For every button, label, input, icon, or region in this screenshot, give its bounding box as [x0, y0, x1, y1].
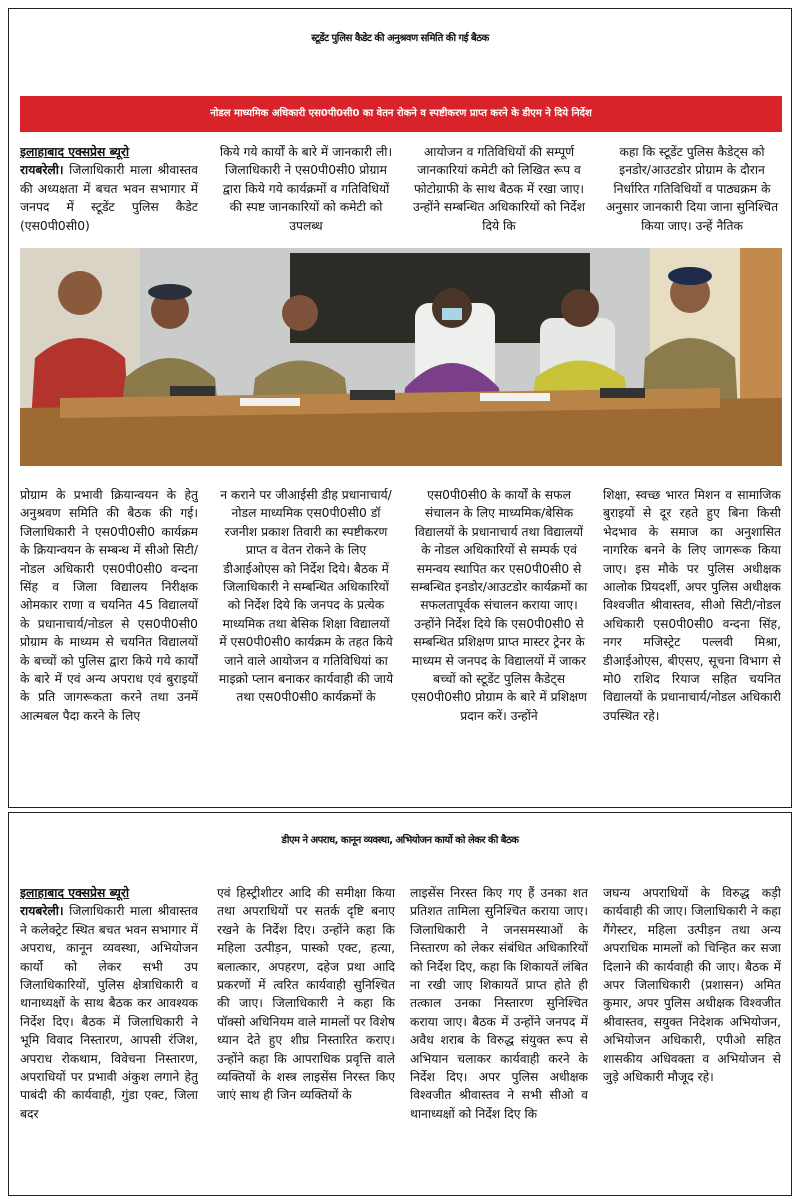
story1-column-text: किये गये कार्यों के बारे में जानकारी ली। जिलाधिकारी ने एस0पी0सी0 प्रोग्राम द्वारा किये गये कार्यक्रमों व गतिविधियों की स्पष्ट जानकारियों को कमेटी को उपलब्ध: [219, 145, 393, 233]
story1-column-text: एस0पी0सी0 के कार्यों के सफल संचालन के लिए माध्यमिक/बेसिक विद्यालयों के प्रधानाचार्य तथा विद्यालयों के नोडल अधिकारियों से सम्पर्क एवं समन्वय स्थापित कर एस0पी0सी0 से सम्बन्धित इनडोर/आउटडोर कार्यक्रमों का सफलतापूर्वक संचालन कराया जाए। उन्होंने निर्देश दिये कि एस0पी0सी0 से सम्बन्धित प्रशिक्षण प्राप्त मास्टर ट्रेनर के माध्यम से जनपद के विद्यालयों में जाकर बच्चों को स्टूडेंट पुलिस कैडेट्स एस0पी0सी0 प्रोग्राम के बारे में प्रशिक्षण प्रदान करें। उन्होंने: [410, 488, 588, 723]
story1-column-4-bottom: [603, 486, 781, 786]
story1-column-1-top: [20, 143, 198, 243]
story1-column-3-bottom: [410, 486, 588, 786]
story1-column-4-top: [603, 143, 781, 243]
story2-dateline: रायबरेली।: [20, 904, 64, 919]
story1-column-2-bottom: [217, 486, 395, 786]
story1-column-text: कहा कि स्टूडेंट पुलिस कैडेट्स को इनडोर/आउटडोर प्रोग्राम के दौरान निर्धारित गतिविधियों व पाठ्यक्रम के अनुसार जानकारी दिया जाना सुनिश्चित किया जाए। उन्हें नैतिक: [605, 145, 779, 233]
story1-column-text: प्रोग्राम के प्रभावी क्रियान्वयन के हेतु अनुश्रवण समिति की बैठक की गई। जिलाधिकारी ने एस0पी0सी0 कार्यक्रम के क्रियान्वयन के सम्बन्ध में सीओ सिटी/नोडल अधिकारी एस0पी0सी0 वन्दना सिंह व जिला विद्यालय निरीक्षक ओमकार राणा व चयनित 45 विद्यालयों के प्रधानाचार्य/नोडल से एस0पी0सी0 प्रोग्राम के माध्यम से चयनित विद्यालयों के बच्चों को पुलिस द्वारा किये गये कार्यों के बारे में एवं अन्य अपराध एवं बुराइयों के प्रति जागरूकता करने तथा उनमें आत्मबल पैदा करने के लिए: [20, 488, 198, 723]
story2-column-2: [217, 884, 395, 1189]
story2-column-4: [603, 884, 781, 1189]
story1-byline: इलाहाबाद एक्सप्रेस ब्यूरो: [20, 145, 130, 159]
story2-column-1: [20, 884, 198, 1189]
story2-headline: डीएम ने अपराध, कानून व्यवस्था, अभियोजन कार्यो को लेकर की बैठक: [281, 835, 519, 846]
story1-column-2-top: [217, 143, 395, 243]
story2-column-3: [410, 884, 588, 1189]
story1-column-text: न कराने पर जीआईसी डीह प्रधानाचार्य/नोडल माध्यमिक एस0पी0सी0 डॉ रजनीश प्रकाश तिवारी का स्पष्टीकरण प्राप्त व वेतन रोकने के लिए डीआईओएस को निर्देश दिये। बैठक में जिलाधिकारी ने सम्बन्धित अधिकारियों को निर्देश दिये कि जनपद के प्रत्येक माध्यमिक तथा बेसिक शिक्षा विद्यालयों में एस0पी0सी0 कार्यक्रम के तहत किये जाने वाले आयोजन व गतिविधियां का माइक्रो प्लान बनाकर कार्यवाही की जाये तथा एस0पी0सी0 कार्यक्रमों के: [218, 488, 394, 705]
story2-column-text: लाइसेंस निरस्त किए गए हैं उनका शत प्रतिशत तामिला सुनिश्चित कराया जाए। जिलाधिकारी ने जनसमस्याओं के निस्तारण को लेकर संबंधित अधिकारियों को निर्देश दिए, कहा कि शिकायतें लंबित ना रखी जाए शिकायतें प्राप्त होते ही तत्काल उनका निस्तारण सुनिश्चित कराया जाए। बैठक में उन्होंने जनपद में अवैध शराब के विरुद्ध संयुक्त रूप से अभियान चलाकर कार्यवाही करने के निर्देश दिए। अपर पुलिस अधीक्षक विश्वजीत श्रीवास्तव ने सभी सीओ व थानाध्यक्षों को निर्देश दिए कि: [410, 886, 588, 1121]
story1-column-3-top: [410, 143, 588, 243]
story1-dateline: रायबरेली।: [20, 163, 64, 178]
story1-subheadline: नोडल माध्यमिक अधिकारी एस0पी0सी0 का वेतन रोकने व स्पष्टीकरण प्राप्त करने के डीएम ने दिये निर्देश: [20, 96, 782, 132]
story2-column-text: जिलाधिकारी माला श्रीवास्तव ने कलेक्ट्रेट स्थित बचत भवन सभागार में अपराध, कानून व्यवस्था, अभियोजन कार्यो को लेकर सभी उप जिलाधिकारियों, पुलिस क्षेत्राधिकारी व थानाध्यक्षों के साथ बैठक कर आवश्यक निर्देश दिए। बैठक में जिलाधिकारी ने भूमि विवाद निस्तारण, आपसी रंजिश, अपराध रोकथाम, विवेचना निस्तारण, अपराधियों पर प्रभावी अंकुश लगाने हेतु पाबंदी की कार्यवाही, गुंडा एक्ट, जिला बदर: [20, 904, 198, 1121]
story2-byline: इलाहाबाद एक्सप्रेस ब्यूरो: [20, 886, 130, 900]
story1-column-text: आयोजन व गतिविधियों की सम्पूर्ण जानकारियां कमेटी को लिखित रूप व फोटोग्राफी के साथ बैठक में रखा जाए। उन्होंने सम्बन्धित अधिकारियों को निर्देश दिये कि: [413, 145, 585, 233]
story1-column-text: जिलाधिकारी माला श्रीवास्तव की अध्यक्षता में बचत भवन सभागार में जनपद में स्टूडेंट पुलिस कैडेट (एस0पी0सी0): [20, 163, 198, 233]
story1-column-text: शिक्षा, स्वच्छ भारत मिशन व सामाजिक बुराइयों से दूर रहते हुए बिना किसी भेदभाव के समाज का अनुशासित नागरिक बनने के लिए जागरूक किया जाए। इस मौके पर पुलिस अधीक्षक आलोक प्रियदर्शी, अपर पुलिस अधीक्षक विश्वजीत श्रीवास्तव, सीओ सिटी/नोडल अधिकारी एस0पी0सी0 वन्दना सिंह, नगर मजिस्ट्रेट पल्लवी मिश्रा, डीआईओएस, बीएसए, सूचना विभाग से मो0 राशिद रियाज सहित चयनित विद्यालयों के प्रधानाचार्य/नोडल अधिकारी उपस्थित रहे।: [603, 488, 781, 723]
story1-column-1-bottom: [20, 486, 198, 786]
story2-column-text: जघन्य अपराधियों के विरुद्ध कड़ी कार्यवाही की जाए। जिलाधिकारी ने कहा गैंगेस्टर, महिला उत्पीड़न तथा अन्य अपराधिक मामलों को चिन्हित कर सजा दिलाने की कार्यवाही की जाए। बैठक में अपर जिलाधिकारी (प्रशासन) अमित कुमार, अपर पुलिस अधीक्षक विश्वजीत श्रीवास्तव, सयुक्त निदेशक अभियोजन, अभियोजन अधिकारी, एपीओ सहित शासकीय अधिवक्ता व अभियोजन से जुड़े अधिकारी मौजूद रहे।: [603, 886, 781, 1085]
story2-column-text: एवं हिस्ट्रीशीटर आदि की समीक्षा किया तथा अपराधियों पर सतर्क दृष्टि बनाए रखने के निर्देश दिए। उन्होंने कहा कि महिला उत्पीड़न, पास्को एक्ट, हत्या, बलात्कार, अपहरण, दहेज प्रथा आदि प्रकरणों में त्वरित कार्यवाही सुनिश्चित की जाए। जिलाधिकारी ने कहा कि पॉक्सो अधिनियम वाले मामलों पर विशेष ध्यान देते हुए शीघ्र निस्तारित कराए। उन्होंने कहा कि आपराधिक प्रवृत्ति वाले व्यक्तियों के शस्त्र लाइसेंस निरस्त किए जाएं साथ ही जिन व्यक्तियों के: [217, 886, 395, 1103]
story1-headline: स्टूडेंट पुलिस कैडेट की अनुश्रवण समिति की गई बैठक: [311, 33, 489, 44]
meeting-photo: [20, 248, 782, 466]
